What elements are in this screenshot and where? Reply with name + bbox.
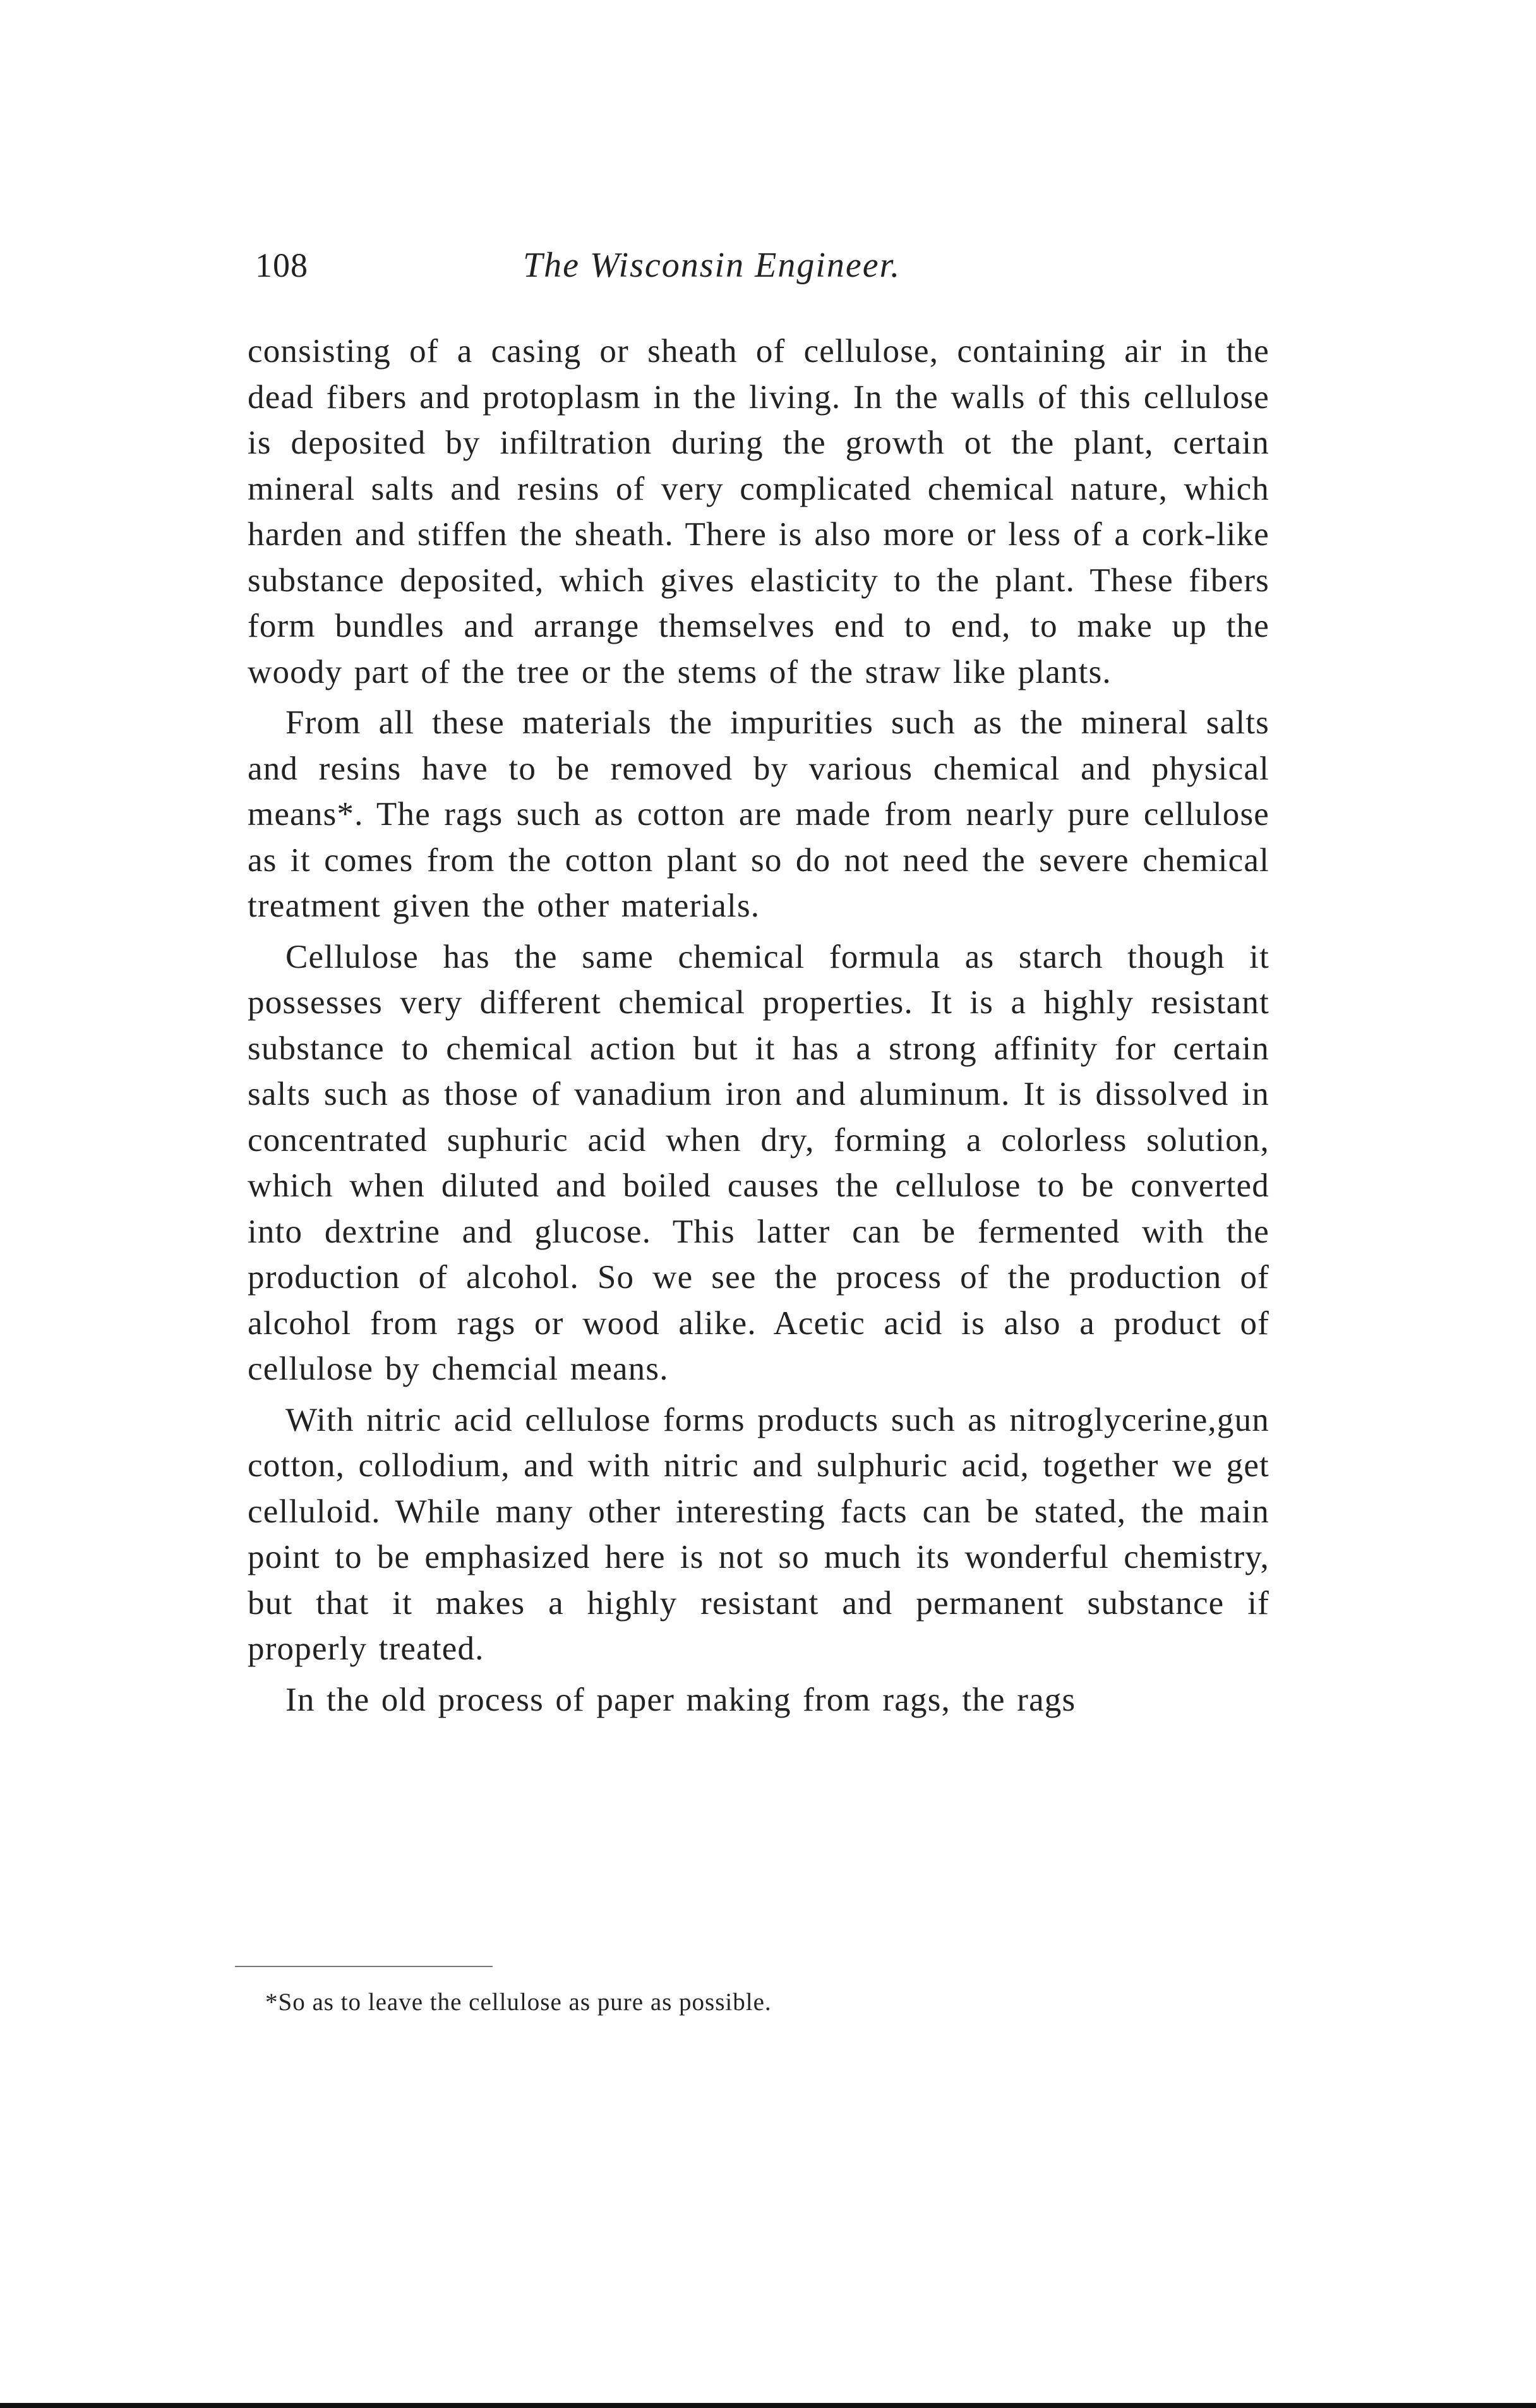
paragraph-continuation: consisting of a casing or sheath of cellulose, containing air in the dead fibers and protoplasm in the living. In the walls of this cellulose is deposited by infiltration during the growth ot the plant, certain mineral salts and resins of very complicated chemical nature, which harden and stiffen the sheath. There is also more or less of a cork-like substance deposited, which gives elasticity to the plant. These fibers form bundles and arrange themselves end to end, to make up the woody part of the tree or the stems of the straw like plants. <box>248 333 1269 690</box>
scan-edge <box>0 2403 1536 2408</box>
page-number: 108 <box>255 246 308 284</box>
paragraph-old-process: In the old process of paper making from rags, the rags <box>285 1681 1076 1718</box>
body-text <box>248 328 1269 1728</box>
journal-title: The Wisconsin Engineer. <box>523 246 901 285</box>
footnote: *So as to leave the cellulose as pure as possible. <box>265 1989 772 2016</box>
paragraph-impurities: From all these materials the impurities such as the mineral salts and resins have to be removed by various chemical and physical means*. The rags such as cotton are made from nearly pure cellulose as it comes from the cotton plant so do not need the severe chemical treatment given the other materials. <box>248 704 1269 924</box>
paragraph-cellulose-properties: Cellulose has the same chemical formula as starch though it possesses very different chemical properties. It is a highly resistant substance to chemical action but it has a strong affinity for certain salts such as those of vanadium iron and aluminum. It is dissolved in concentrated suphuric acid when dry, forming a colorless solution, which when diluted and boiled causes the cellulose to be converted into dextrine and glucose. This latter can be fermented with the production of alcohol. So we see the process of the production of alcohol from rags or wood alike. Acetic acid is also a product of cellulose by chemcial means. <box>248 938 1269 1387</box>
paragraph-nitric-acid: With nitric acid cellulose forms products such as nitroglycerine,gun cotton, collodium, and with nitric and sulphuric acid, together we get celluloid. While many other interesting facts can be stated, the main point to be emphasized here is not so much its wonderful chemistry, but that it makes a highly resistant and permanent substance if properly treated. <box>248 1401 1269 1667</box>
footnote-divider <box>235 1966 493 1967</box>
running-head <box>248 237 1269 294</box>
